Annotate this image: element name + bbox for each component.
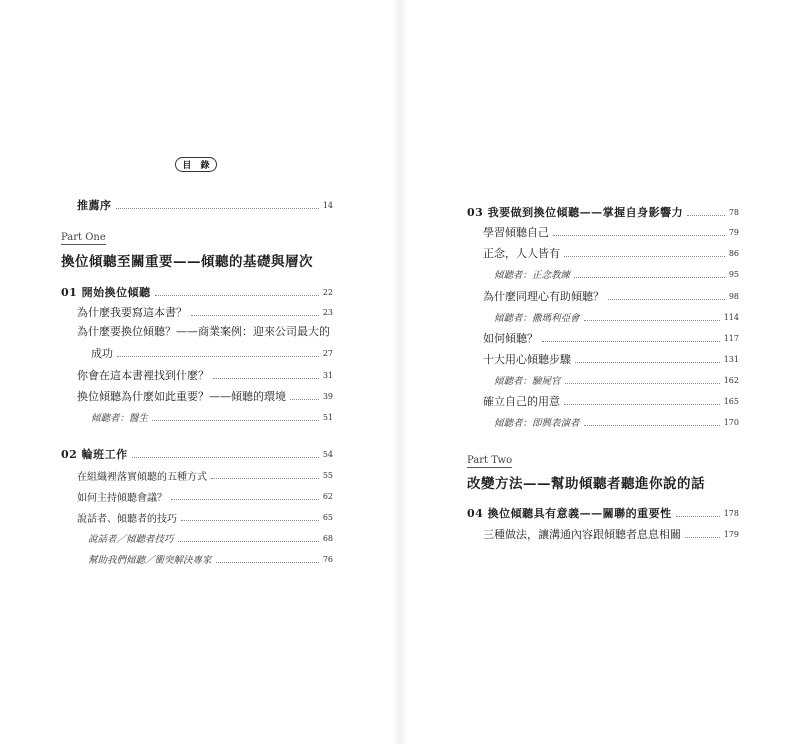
- leader-dots: [178, 541, 319, 542]
- entry-title: 幫助我們傾聽／衝突解決專家: [88, 555, 212, 566]
- leader-dots: [574, 277, 725, 278]
- toc-entry[interactable]: [483, 352, 739, 366]
- leader-dots: [564, 404, 720, 405]
- entry-title: 傾聽者：撒瑪利亞會: [494, 313, 580, 324]
- toc-label: 目 錄: [175, 157, 217, 172]
- page-number: 23: [322, 307, 333, 317]
- page-number: 65: [322, 512, 333, 522]
- entry-title: 學習傾聽自己: [483, 226, 549, 239]
- page-number: 86: [728, 248, 739, 258]
- page-number: 14: [322, 200, 333, 210]
- toc-entry-listener[interactable]: [494, 415, 739, 429]
- toc-entry[interactable]: [483, 246, 739, 260]
- page-number: 117: [723, 333, 739, 343]
- page-number: 178: [723, 508, 739, 518]
- entry-title: 02 輪班工作: [61, 448, 128, 461]
- page-number: 162: [723, 375, 739, 385]
- entry-title: 正念，人人皆有: [483, 247, 560, 260]
- entry-title: 在組織裡落實傾聽的五種方式: [77, 471, 207, 483]
- leader-dots: [584, 425, 720, 426]
- leader-dots: [676, 516, 720, 517]
- leader-dots: [191, 315, 319, 316]
- page-number: 76: [322, 554, 333, 564]
- leader-dots: [553, 235, 725, 236]
- entry-title: 三種做法，讓溝通內容跟傾聽者息息相關: [483, 528, 681, 541]
- leader-dots: [216, 562, 319, 563]
- page-number: 98: [728, 291, 739, 301]
- toc-entry-preface[interactable]: [77, 198, 333, 212]
- entry-title: 03 我要做到換位傾聽——掌握自身影響力: [467, 206, 684, 219]
- leader-dots: [565, 383, 720, 384]
- leader-dots: [575, 362, 720, 363]
- leader-dots: [290, 399, 319, 400]
- toc-entry[interactable]: [77, 489, 333, 503]
- page-number: 95: [728, 269, 739, 279]
- toc-entry-ch02[interactable]: [61, 447, 333, 461]
- entry-title: 01 開始換位傾聽: [61, 286, 151, 299]
- toc-entry[interactable]: [91, 346, 333, 360]
- page-number: 31: [322, 370, 333, 380]
- page-number: 54: [322, 449, 333, 459]
- leader-dots: [132, 457, 319, 458]
- toc-entry[interactable]: [483, 225, 739, 239]
- right-page: [400, 0, 800, 744]
- toc-entry[interactable]: [77, 468, 333, 482]
- page-number: 22: [322, 287, 333, 297]
- page-number: 114: [723, 312, 739, 322]
- toc-entry[interactable]: [77, 368, 333, 382]
- leader-dots: [542, 341, 720, 342]
- toc-entry-listener[interactable]: [494, 310, 739, 324]
- leader-dots: [685, 537, 720, 538]
- leader-dots: [213, 378, 319, 379]
- leader-dots: [116, 208, 319, 209]
- page-number: 78: [728, 207, 739, 217]
- toc-entry[interactable]: [483, 331, 739, 345]
- page-number: 68: [322, 533, 333, 543]
- entry-title: 確立自己的用意: [483, 395, 560, 408]
- part-two-title: 改變方法——幫助傾聽者聽進你說的話: [467, 476, 705, 492]
- page-number: 179: [723, 529, 739, 539]
- leader-dots: [181, 520, 319, 521]
- entry-title: 你會在這本書裡找到什麼？: [77, 369, 209, 382]
- toc-entry-listener[interactable]: [91, 410, 333, 424]
- toc-entry-wrapped[interactable]: 為什麼要換位傾聽？——商業案例：迎來公司最大的: [77, 325, 330, 338]
- entry-title: 傾聽者：醫生: [91, 413, 149, 424]
- page-number: 170: [723, 417, 739, 427]
- entry-title: 04 換位傾聽具有意義——關聯的重要性: [467, 507, 672, 520]
- entry-title: 推薦序: [77, 199, 112, 212]
- toc-entry-listener[interactable]: [494, 373, 739, 387]
- entry-title: 說話者、傾聽者的技巧: [77, 513, 177, 525]
- entry-title: 換位傾聽為什麼如此重要？——傾聽的環境: [77, 390, 286, 403]
- part-one-label: Part One: [61, 232, 106, 243]
- leader-dots: [152, 420, 319, 421]
- toc-entry-italic[interactable]: [88, 552, 333, 566]
- toc-entry[interactable]: [483, 394, 739, 408]
- entry-title: 成功: [91, 347, 113, 360]
- leader-dots: [211, 478, 319, 479]
- entry-title: 十大用心傾聽步驟: [483, 353, 571, 366]
- leader-dots: [608, 299, 725, 300]
- page-number: 39: [322, 391, 333, 401]
- toc-entry[interactable]: [483, 289, 739, 303]
- page-number: 131: [723, 354, 739, 364]
- toc-entry-ch04[interactable]: [467, 506, 739, 520]
- page-number: 62: [322, 491, 333, 501]
- toc-entry-ch01[interactable]: [61, 285, 333, 299]
- entry-title: 傾聽者：即興表演者: [494, 418, 580, 429]
- leader-dots: [171, 499, 319, 500]
- toc-entry-italic[interactable]: [88, 531, 333, 545]
- page-number: 165: [723, 396, 739, 406]
- leader-dots: [117, 356, 319, 357]
- toc-entry[interactable]: [77, 305, 333, 319]
- entry-title: 為什麼我要寫這本書？: [77, 306, 187, 319]
- entry-title: 為什麼同理心有助傾聽？: [483, 290, 604, 303]
- leader-dots: [687, 215, 725, 216]
- entry-title: 說話者／傾聽者技巧: [88, 534, 174, 545]
- leader-dots: [155, 295, 319, 296]
- toc-entry[interactable]: [77, 510, 333, 524]
- leader-dots: [564, 256, 725, 257]
- page-number: 55: [322, 470, 333, 480]
- part-one-title: 換位傾聽至關重要——傾聽的基礎與層次: [61, 254, 313, 270]
- page-number: 27: [322, 348, 333, 358]
- page-number: 51: [322, 412, 333, 422]
- entry-title: 如何傾聽？: [483, 332, 538, 345]
- entry-title: 傾聽者：正念教練: [494, 270, 571, 281]
- toc-entry-ch03[interactable]: [467, 205, 739, 219]
- page-number: 79: [728, 227, 739, 237]
- entry-title: 如何主持傾聽會議？: [77, 492, 167, 504]
- toc-entry-listener[interactable]: [494, 267, 739, 281]
- toc-entry[interactable]: [483, 527, 739, 541]
- leader-dots: [584, 320, 720, 321]
- entry-title: 傾聽者：驗屍官: [494, 376, 561, 387]
- toc-entry[interactable]: [77, 389, 333, 403]
- part-two-label: Part Two: [467, 455, 513, 466]
